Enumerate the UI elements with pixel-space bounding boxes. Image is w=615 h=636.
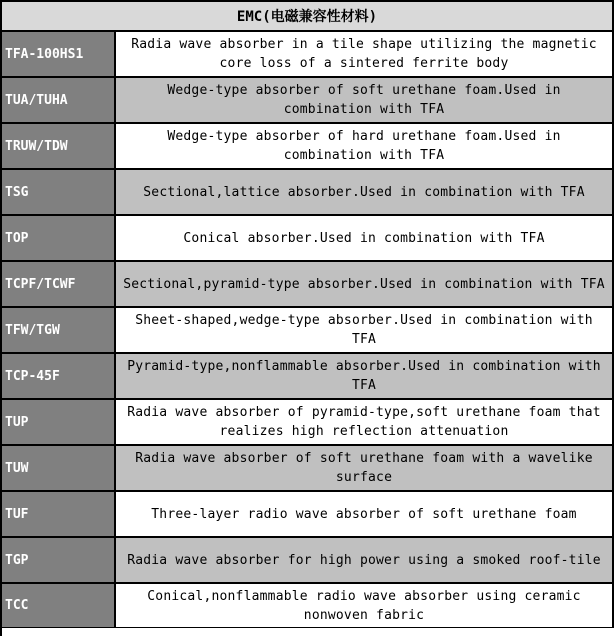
- product-description: Wedge-type absorber of soft urethane foam.Used in combination with TFA: [116, 78, 614, 122]
- table-row: [2, 446, 614, 492]
- table-row: [2, 170, 614, 216]
- product-code: TCPF/TCWF: [2, 262, 116, 306]
- product-code: TFW/TGW: [2, 308, 116, 352]
- product-description: Radia wave absorber for high power using a smoked roof-tile: [116, 538, 614, 582]
- product-code: TCC: [2, 584, 116, 627]
- table-row: [2, 262, 614, 308]
- product-code: TFA-100HS1: [2, 32, 116, 76]
- product-description: Sectional,lattice absorber.Used in combination with TFA: [116, 170, 614, 214]
- product-code: TUW: [2, 446, 116, 490]
- table-row: [2, 538, 614, 584]
- table-row: [2, 32, 614, 78]
- product-description: Sectional,pyramid-type absorber.Used in combination with TFA: [116, 262, 614, 306]
- table-row: [2, 78, 614, 124]
- product-description: Wedge-type absorber of hard urethane foam.Used in combination with TFA: [116, 124, 614, 168]
- product-code: TGP: [2, 538, 116, 582]
- table-row: [2, 354, 614, 400]
- product-description: Conical,nonflammable radio wave absorber using ceramic nonwoven fabric: [116, 584, 614, 627]
- product-description: Conical absorber.Used in combination with TFA: [116, 216, 614, 260]
- product-description: Three-layer radio wave absorber of soft urethane foam: [116, 492, 614, 536]
- table-row: [2, 308, 614, 354]
- product-description: Radia wave absorber of pyramid-type,soft urethane foam that realizes high reflection attenuation: [116, 400, 614, 444]
- table-row: [2, 216, 614, 262]
- product-code: TUF: [2, 492, 116, 536]
- product-description: Radia wave absorber of soft urethane foam with a wavelike surface: [116, 446, 614, 490]
- table-row: [2, 584, 614, 628]
- table-title: EMC(电磁兼容性材料): [2, 2, 614, 32]
- table-row: [2, 124, 614, 170]
- table-row: [2, 400, 614, 446]
- product-code: TRUW/TDW: [2, 124, 116, 168]
- product-description: Pyramid-type,nonflammable absorber.Used in combination with TFA: [116, 354, 614, 398]
- product-description: Radia wave absorber in a tile shape utilizing the magnetic core loss of a sintered ferrite body: [116, 32, 614, 76]
- product-code: TUA/TUHA: [2, 78, 116, 122]
- product-code: TUP: [2, 400, 116, 444]
- product-code: TOP: [2, 216, 116, 260]
- product-code: TCP-45F: [2, 354, 116, 398]
- table-row: [2, 492, 614, 538]
- product-code: TSG: [2, 170, 116, 214]
- product-description: Sheet-shaped,wedge-type absorber.Used in combination with TFA: [116, 308, 614, 352]
